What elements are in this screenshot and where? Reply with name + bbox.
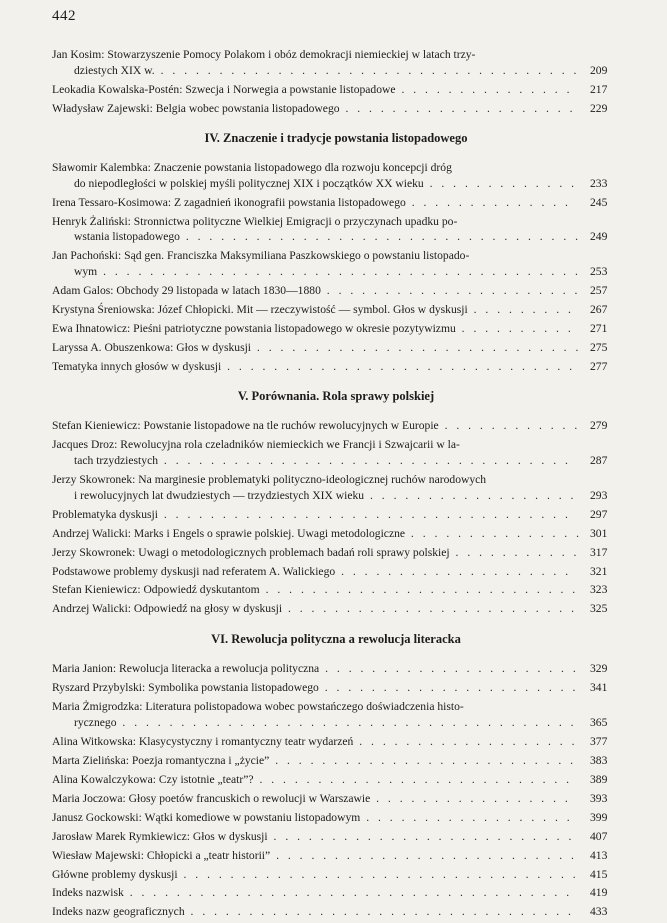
toc-entry (52, 214, 620, 245)
table-of-contents (52, 47, 620, 923)
toc-page-number: 229 (590, 101, 608, 115)
toc-author: Ryszard Przybylski (52, 681, 143, 695)
toc-page-number: 399 (590, 810, 608, 824)
toc-page-number: 365 (590, 715, 608, 729)
toc-author: Jarosław Marek Rymkiewicz (52, 829, 187, 843)
dot-leader: . . . . . . . . . . . . . . . . . . . . . . . . . . . . . . . . . . . . . . . (116, 715, 577, 729)
toc-author: Wiesław Majewski (52, 848, 141, 862)
toc-page-number: 413 (590, 848, 608, 862)
toc-author: Alina Witkowska (52, 734, 133, 748)
toc-title: Sąd gen. Franciszka Maksymiliana Paszkowskiego o powstaniu listopado- (124, 249, 470, 263)
toc-entry (52, 195, 620, 211)
toc-entry (52, 283, 620, 299)
toc-entry (52, 829, 620, 845)
toc-title: Szwecja i Norwegia a powstanie listopadowe (185, 82, 396, 96)
toc-entry-text: Wiesław Majewski: Chłopicki a „teatr historii” . . . . . . . . . . . . . . . . . . . . . . . . . . (52, 848, 577, 862)
toc-title: Odpowiedź na głosy w dyskusji (133, 602, 283, 616)
toc-page-number: 277 (590, 359, 608, 373)
toc-entry-text: Ewa Ihnatowicz: Pieśni patriotyczne powstania listopadowego w okresie pozytywizmu . . . . . . . . . . (52, 321, 574, 335)
toc-title: Pieśni patriotyczne powstania listopadowego w okresie pozytywizmu (133, 321, 456, 335)
toc-title: Odpowiedź dyskutantom (143, 583, 260, 597)
toc-entry-text: Jan Kosim: Stowarzyszenie Pomocy Polakom i obóz demokracji niemieckiej w latach trzy- (52, 48, 476, 61)
toc-page-number: 321 (590, 564, 608, 578)
toc-title: Znaczenie powstania listopadowego dla rozwoju koncepcji dróg (153, 161, 452, 175)
toc-entry-text: Marta Zielińska: Poezja romantyczna i „życie” . . . . . . . . . . . . . . . . . . . . . . . . . . (52, 753, 577, 767)
toc-entry-text: Maria Janion: Rewolucja literacka a rewolucja polityczna . . . . . . . . . . . . . . . . . . . . . . (52, 662, 579, 676)
toc-title: Stronnictwa polityczne Wielkiej Emigracji o przyczynach upadku po- (133, 214, 458, 228)
toc-entry (52, 810, 620, 826)
toc-page-number: 415 (590, 867, 608, 881)
toc-author: Jacques Droz (52, 438, 115, 452)
dot-leader: . . . . . . . . . . . . . . . . . . . . . . . . . . (267, 829, 575, 843)
toc-title-continued: wstania listopadowego . . . . . . . . . . . . . . . . . . . . . . . . . . . . . . . . . . (74, 230, 582, 244)
toc-entry-text: Maria Joczowa: Głosy poetów francuskich o rewolucji w Warszawie . . . . . . . . . . . . . . . . . (52, 791, 571, 805)
dot-leader: . . . . . . . . . . . . . . . . . . . . . . . . . . . . . . . . . . . . (154, 63, 580, 77)
toc-page-number: 393 (590, 791, 608, 805)
toc-page-number: 389 (590, 772, 608, 786)
dot-leader: . . . . . . . . . . . . . . . . . (370, 791, 571, 805)
toc-author: Władysław Zajewski (52, 101, 150, 115)
dot-leader: . . . . . . . . . . . . . . . . . . . . . . . . . . (270, 848, 577, 862)
toc-entry (52, 248, 620, 279)
toc-entry-text: Stefan Kieniewicz: Odpowiedź dyskutantom . . . . . . . . . . . . . . . . . . . . . . . . . . . (52, 583, 579, 597)
toc-entry-text: Andrzej Walicki: Odpowiedź na głosy w dyskusji . . . . . . . . . . . . . . . . . . . . . . . . . (52, 602, 577, 616)
toc-author: Irena Tessaro-Kosimowa (52, 195, 168, 209)
toc-entry (52, 101, 620, 117)
toc-page-number: 279 (590, 419, 608, 433)
toc-entry-text: Alina Kowalczykowa: Czy istotnie „teatr”? . . . . . . . . . . . . . . . . . . . . . . . . . . . (52, 772, 573, 786)
toc-author: Janusz Gockowski (52, 810, 139, 824)
toc-title-continued: tach trzydziestych . . . . . . . . . . . . . . . . . . . . . . . . . . . . . . . . . . . (74, 453, 571, 467)
toc-title: Główne problemy dyskusji (52, 867, 178, 881)
toc-entry (52, 661, 620, 677)
toc-title: Na marginesie problematyki polityczno-ideologicznej ruchów narodowych (138, 472, 487, 486)
toc-entry-text: Andrzej Walicki: Marks i Engels o sprawie polskiej. Uwagi metodologiczne . . . . . . . . . . . . . . . (52, 526, 582, 540)
toc-entry (52, 359, 620, 375)
dot-leader: . . . . . . . . . . . . . . . . . . . (353, 734, 578, 748)
toc-title: Wątki komediowe w powstaniu listopadowym (144, 810, 361, 824)
toc-page-number: 325 (590, 602, 608, 616)
toc-entry-text (52, 886, 572, 899)
toc-title: Indeks nazw geograficznych (52, 905, 185, 919)
toc-title: Głosy poetów francuskich o rewolucji w Warszawie (128, 791, 371, 805)
toc-page-number: 293 (590, 488, 608, 502)
dot-leader: . . . . . . . . . . . (449, 545, 580, 559)
toc-author: Marta Zielińska (52, 753, 126, 767)
toc-title: Powstanie listopadowe na tle ruchów rewolucyjnych w Europie (143, 419, 439, 433)
toc-entry-text (52, 565, 571, 578)
toc-author: Alina Kowalczykowa (52, 772, 153, 786)
toc-entry (52, 437, 620, 468)
toc-entry (52, 526, 620, 542)
toc-page-number: 217 (590, 82, 608, 96)
toc-entry-text: Jarosław Marek Rymkiewicz: Głos w dyskusji . . . . . . . . . . . . . . . . . . . . . . . . . . (52, 829, 575, 843)
toc-page-number: 253 (590, 264, 608, 278)
dot-leader: . . . . . . . . . . . . . . . . . . . . . . . . . . . . (251, 340, 582, 354)
toc-author: Jerzy Skowronek (52, 545, 133, 559)
toc-entry-text: Jacques Droz: Rewolucyjna rola czeladników niemieckich we Francji i Szwajcarii w la- (52, 438, 460, 452)
page-number: 442 (52, 8, 76, 24)
toc-entry (52, 699, 620, 730)
toc-author: Andrzej Walicki (52, 602, 128, 616)
toc-author: Jan Kosim (52, 48, 102, 61)
toc-title: Józef Chłopicki. Mit — rzeczywistość — symbol. Głos w dyskusji (157, 302, 468, 316)
toc-author: Leokadia Kowalska-Postén (52, 82, 180, 96)
dot-leader: . . . . . . . . . . . . . (423, 176, 578, 190)
toc-entry (52, 545, 620, 561)
toc-title: Rewolucyjna rola czeladników niemieckich we Francji i Szwajcarii w la- (120, 438, 460, 452)
toc-page-number: 407 (590, 829, 608, 843)
toc-page-number: 249 (590, 230, 608, 244)
toc-title: Głos w dyskusji (176, 340, 252, 354)
toc-title-continued: wym . . . . . . . . . . . . . . . . . . . . . . . . . . . . . . . . . . . . . . . . . (74, 264, 581, 278)
dot-leader: . . . . . . . . . . . . . . . . . . . . . . . . . . . . . . . . . (184, 905, 574, 919)
toc-entry (52, 47, 620, 78)
section-title: VI. Rewolucja polityczna a rewolucja literacka (211, 632, 461, 647)
toc-page-number: 329 (590, 662, 608, 676)
toc-page-number: 267 (590, 302, 608, 316)
toc-page-number: 287 (590, 453, 608, 467)
toc-author: Adam Galos (52, 283, 111, 297)
toc-title: Marks i Engels o sprawie polskiej. Uwagi metodologiczne (133, 526, 406, 540)
toc-entry (52, 867, 620, 883)
dot-leader: . . . . . . . . . . . . . . . . . . . . . . . . . . . . . . . . . . . (157, 507, 571, 521)
toc-page-number: 245 (590, 195, 608, 209)
toc-entry-text: Janusz Gockowski: Wątki komediowe w powstaniu listopadowym . . . . . . . . . . . . . . . . . . (52, 810, 573, 824)
toc-author: Jan Pachoński (52, 249, 119, 263)
toc-title: Uwagi o metodologicznych problemach badań roli sprawy polskiej (138, 545, 450, 559)
toc-entry-text: Leokadia Kowalska-Postén: Szwecja i Norwegia a powstanie listopadowe . . . . . . . . . . . . . . . (52, 82, 573, 96)
toc-entry-text: Sławomir Kalembka: Znaczenie powstania listopadowego dla rozwoju koncepcji dróg (52, 161, 452, 175)
toc-entry (52, 772, 620, 788)
toc-entry-text: Jerzy Skowronek: Na marginesie problematyki polityczno-ideologicznej ruchów narodowych (52, 472, 487, 486)
toc-entry (52, 321, 620, 337)
toc-title: Obchody 29 listopada w latach 1830—1880 (116, 283, 321, 297)
toc-page-number: 419 (590, 886, 608, 900)
toc-author: Maria Janion (52, 662, 113, 676)
toc-page-number: 317 (590, 545, 608, 559)
toc-title-continued: dziestych XIX w. . . . . . . . . . . . . . . . . . . . . . . . . . . . . . . . . . . . . (74, 63, 580, 77)
toc-page-number: 301 (590, 526, 608, 540)
toc-entry-text (52, 905, 574, 918)
dot-leader: . . . . . . . . . . (455, 321, 574, 335)
toc-title: Podstawowe problemy dyskusji nad referatem A. Walickiego (52, 564, 336, 578)
toc-title: Czy istotnie „teatr”? (158, 772, 254, 786)
toc-entry (52, 340, 620, 356)
toc-entry (52, 791, 620, 807)
dot-leader: . . . . . . . . . . . . . . . . . . (364, 488, 577, 502)
toc-entry (52, 507, 620, 523)
toc-entry-text: Jerzy Skowronek: Uwagi o metodologicznych problemach badań roli sprawy polskiej . . . . . . . . . . . (52, 545, 580, 559)
toc-author: Jerzy Skowronek (52, 472, 133, 486)
toc-author: Laryssa A. Obuszenkowa (52, 340, 171, 354)
dot-leader: . . . . . . . . . . . . . . . . . . (360, 810, 573, 824)
toc-title: Indeks nazwisk (52, 886, 124, 900)
toc-page-number: 209 (590, 63, 608, 77)
toc-entry-text (52, 868, 579, 881)
toc-entry-text: Laryssa A. Obuszenkowa: Głos w dyskusji . . . . . . . . . . . . . . . . . . . . . . . . . . . . (52, 340, 582, 354)
toc-entry (52, 885, 620, 901)
toc-author: Ewa Ihnatowicz (52, 321, 128, 335)
toc-title: Symbolika powstania listopadowego (148, 681, 319, 695)
toc-entry (52, 418, 620, 434)
toc-entry-text: Maria Żmigrodzka: Literatura polistopadowa wobec powstańczego doświadczenia histo- (52, 700, 464, 714)
toc-page-number: 257 (590, 283, 608, 297)
toc-author: Maria Joczowa (52, 791, 123, 805)
toc-author: Andrzej Walicki (52, 526, 128, 540)
toc-title: Rewolucja literacka a rewolucja polityczna (118, 662, 320, 676)
toc-title: Belgia wobec powstania listopadowego (155, 101, 340, 115)
toc-author: Stefan Kieniewicz (52, 419, 138, 433)
dot-leader: . . . . . . . . . . . . . . . . . . . . . . (318, 681, 579, 695)
dot-leader: . . . . . . . . . . . . . . . . . . . . . . . . . . (269, 753, 577, 767)
toc-title-continued: i rewolucyjnych lat dwudziestych — trzydziestych XIX wieku . . . . . . . . . . . . . . . . . . (74, 488, 577, 502)
toc-title-continued: rycznego . . . . . . . . . . . . . . . . . . . . . . . . . . . . . . . . . . . . . . . (74, 715, 577, 729)
toc-author: Krystyna Śreniowska (52, 302, 152, 316)
toc-entry-text (52, 508, 571, 521)
toc-entry (52, 680, 620, 696)
toc-author: Sławomir Kalembka (52, 161, 148, 175)
toc-entry-text: Adam Galos: Obchody 29 listopada w latach 1830—1880 . . . . . . . . . . . . . . . . . . . . . . (52, 283, 581, 297)
toc-title: Chłopicki a „teatr historii” (146, 848, 271, 862)
dot-leader: . . . . . . . . . . . . . . . . . . . . (335, 564, 572, 578)
dot-leader: . . . . . . . . . . . . . . . . . . . . . . . . . . . . . . (221, 359, 576, 373)
toc-title: Stowarzyszenie Pomocy Polakom i obóz demokracji niemieckiej w latach trzy- (107, 48, 476, 61)
toc-entry-text: Władysław Zajewski: Belgia wobec powstania listopadowego . . . . . . . . . . . . . . . . . . . . (52, 101, 576, 115)
toc-title: Poezja romantyczna i „życie” (131, 753, 270, 767)
dot-leader: . . . . . . . . . . . . . . . . . . . . . . . . . . . . . . . . . . (177, 867, 579, 881)
toc-author: Maria Żmigrodzka (52, 700, 140, 714)
dot-leader: . . . . . . . . . . . . . . . (395, 82, 573, 96)
toc-page-number: 341 (590, 681, 608, 695)
dot-leader: . . . . . . . . . . . . . . . (405, 526, 582, 540)
toc-page-number: 323 (590, 583, 608, 597)
toc-page-number: 271 (590, 321, 608, 335)
dot-leader: . . . . . . . . . . . . . . . . . . . . . . . . . (282, 602, 577, 616)
toc-entry-text: Henryk Żaliński: Stronnictwa polityczne Wielkiej Emigracji o przyczynach upadku po- (52, 214, 458, 228)
toc-author: Henryk Żaliński (52, 214, 128, 228)
dot-leader: . . . . . . . . . . . . . . . . . . . . . . (320, 283, 581, 297)
toc-title: Problematyka dyskusji (52, 507, 158, 521)
toc-entry (52, 82, 620, 98)
toc-author: Stefan Kieniewicz (52, 583, 138, 597)
toc-entry (52, 564, 620, 580)
toc-entry (52, 472, 620, 503)
toc-page-number: 433 (590, 905, 608, 919)
toc-title: Tematyka innych głosów w dyskusji (52, 359, 222, 373)
toc-entry (52, 601, 620, 617)
toc-page-number: 233 (590, 176, 608, 190)
dot-leader: . . . . . . . . . . . . . . . . . . . . . . . . . . . (259, 583, 579, 597)
toc-entry (52, 753, 620, 769)
dot-leader: . . . . . . . . . . . . (438, 419, 581, 433)
toc-title: Z zagadnień ikonografii powstania listopadowego (173, 195, 406, 209)
toc-entry-text: Ryszard Przybylski: Symbolika powstania listopadowego . . . . . . . . . . . . . . . . . . . . . . (52, 681, 579, 695)
toc-entry (52, 904, 620, 920)
dot-leader: . . . . . . . . . . . . . . (405, 195, 571, 209)
toc-entry (52, 302, 620, 318)
toc-entry (52, 848, 620, 864)
dot-leader: . . . . . . . . . . . . . . . . . . . . . . . . . . . . . . . . . . . (158, 453, 571, 467)
dot-leader: . . . . . . . . . . . . . . . . . . . . (339, 101, 576, 115)
toc-page-number: 383 (590, 753, 608, 767)
dot-leader: . . . . . . . . . . . . . . . . . . . . . . . . . . . . . . . . . . . . . . . . . (97, 264, 581, 278)
section-title: IV. Znaczenie i tradycje powstania listopadowego (204, 131, 468, 146)
dot-leader: . . . . . . . . . . . . . . . . . . . . . . . . . . . . . . . . . . . . . . (123, 886, 573, 900)
dot-leader: . . . . . . . . . (467, 302, 574, 316)
toc-title: Klasycystyczny i romantyczny teatr wydarzeń (138, 734, 354, 748)
section-title: V. Porównania. Rola sprawy polskiej (237, 389, 435, 404)
toc-entry-text: Jan Pachoński: Sąd gen. Franciszka Maksymiliana Paszkowskiego o powstaniu listopado- (52, 249, 470, 263)
toc-page-number: 275 (590, 340, 608, 354)
toc-entry-text (52, 360, 575, 373)
toc-title-continued: do niepodległości w polskiej myśli politycznej XIX i początków XX wieku . . . . . . . . . . . . . (74, 176, 578, 190)
toc-entry-text: Krystyna Śreniowska: Józef Chłopicki. Mit — rzeczywistość — symbol. Głos w dyskusji . . . . . . . . . (52, 302, 574, 316)
toc-entry-text: Alina Witkowska: Klasycystyczny i romantyczny teatr wydarzeń . . . . . . . . . . . . . . . . . . . (52, 734, 578, 748)
toc-page-number: 377 (590, 734, 608, 748)
toc-page-number: 297 (590, 507, 608, 521)
toc-entry-text: Irena Tessaro-Kosimowa: Z zagadnień ikonografii powstania listopadowego . . . . . . . . . . . . . . (52, 195, 571, 209)
toc-entry-text: Stefan Kieniewicz: Powstanie listopadowe na tle ruchów rewolucyjnych w Europie . . . . . . . . . . . . (52, 419, 581, 433)
toc-entry (52, 160, 620, 191)
toc-title: Literatura polistopadowa wobec powstańczego doświadczenia histo- (145, 700, 464, 714)
toc-entry (52, 734, 620, 750)
toc-entry (52, 582, 620, 598)
dot-leader: . . . . . . . . . . . . . . . . . . . . . . . . . . . . . . . . . . (179, 230, 582, 244)
dot-leader: . . . . . . . . . . . . . . . . . . . . . . (319, 662, 579, 676)
dot-leader: . . . . . . . . . . . . . . . . . . . . . . . . . . . (253, 772, 573, 786)
toc-title: Głos w dyskusji (192, 829, 268, 843)
